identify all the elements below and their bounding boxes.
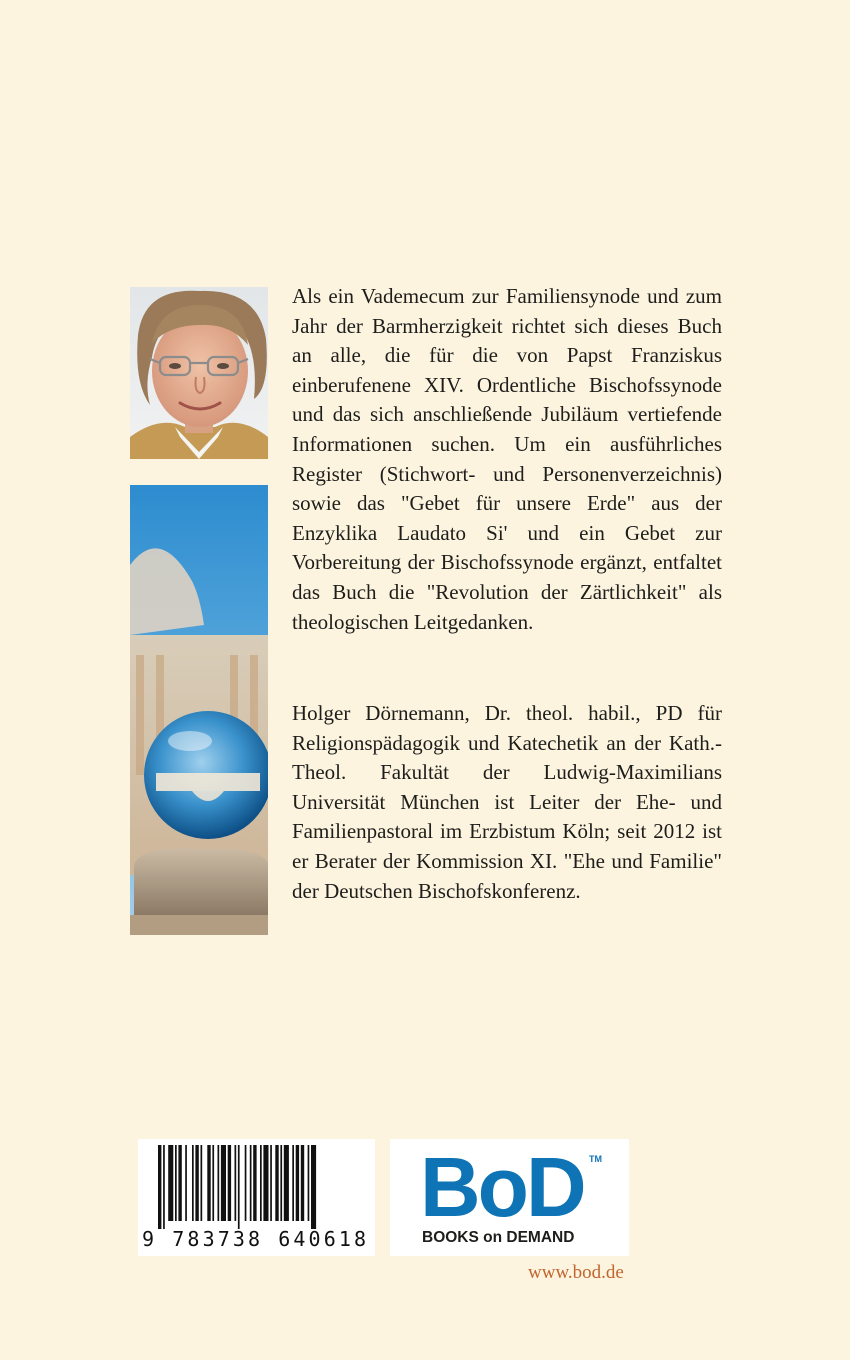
cover-photo-glass-ball <box>130 485 268 935</box>
bod-trademark: TM <box>589 1154 602 1164</box>
publisher-website: www.bod.de <box>528 1262 624 1283</box>
bod-logo-letters: BoD <box>420 1140 584 1234</box>
publisher-logo <box>390 1139 629 1256</box>
publisher-tagline: BOOKS on DEMAND <box>422 1229 575 1246</box>
author-portrait <box>130 287 268 459</box>
isbn-barcode <box>138 1139 375 1256</box>
barcode-bars <box>144 1145 369 1229</box>
isbn-number: 9 783738 640618 <box>142 1227 370 1251</box>
author-bio: Holger Dörnemann, Dr. theol. habil., PD für Religionspädagogik und Katechetik an der Kath.-Theol. Fakultät der Ludwig-Maximilians Universität München ist Leiter der Ehe- und Familienpastoral im Erzbistum Köln; seit 2012 ist er Berater der Kommission XI. "Ehe und Familie" der Deutschen Bischofskonferenz. <box>292 701 722 903</box>
book-blurb: Als ein Vademecum zur Familiensynode und zum Jahr der Barmherzigkeit richtet sich dieses Buch an alle, die für die von Papst Franziskus einberufenene XIV. Ordentliche Bischofssynode und das sich anschließende Jubiläum vertiefende Informationen suchen. Um ein ausführliches Register (Stichwort- und Personenverzeichnis) sowie das "Gebet für unsere Erde" aus der Enzyklika Laudato Si' und ein Gebet zur Vorbereitung der Bischofssynode ergänzt, entfaltet das Buch die "Revolution der Zärtlichkeit" als theologischen Leitgedanken. <box>292 284 722 634</box>
